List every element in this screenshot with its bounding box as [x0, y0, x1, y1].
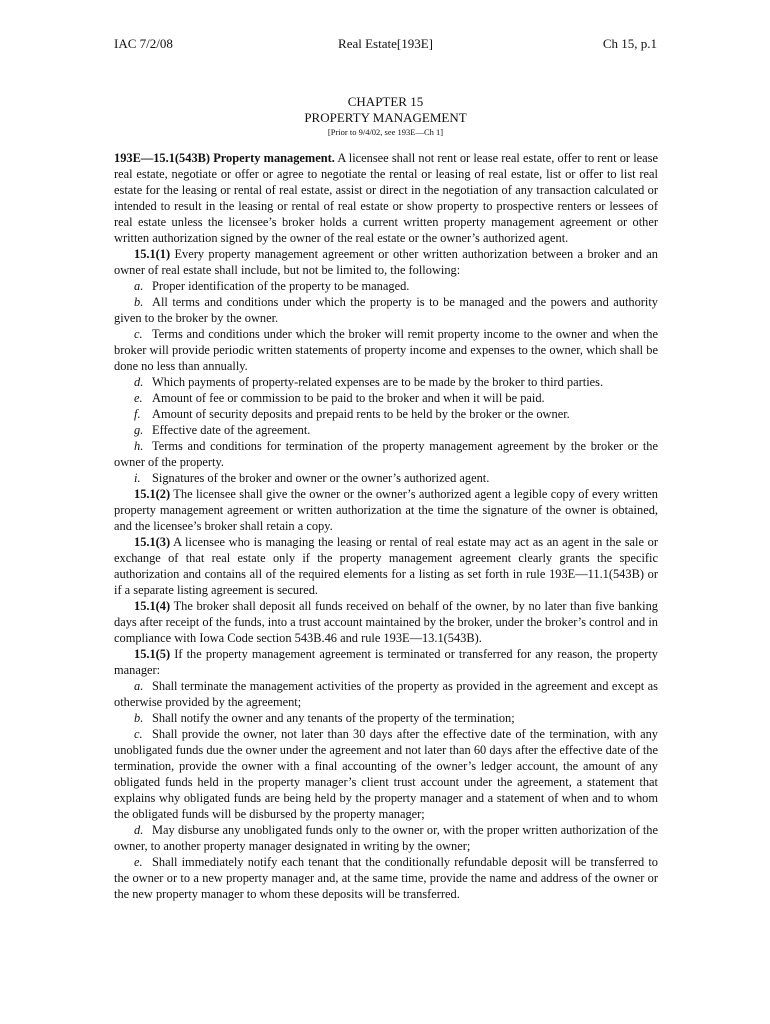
subrule-4-number: 15.1(4): [134, 599, 171, 613]
item-text: Amount of fee or commission to be paid to the broker and when it will be paid.: [152, 391, 545, 405]
item-text: Shall provide the owner, not later than 30 days after the effective date of the termination, with any unobligated funds due the owner under the agreement and not later than 60 days after the effective date of the termination, provide the owner with a final accounting of the owner’s ledger account, the amount of any obligated funds held in the property manager’s client trust account under the agreement, a statement that explains why obligated funds are being held by the property manager and a statement of when and to whom the obligated funds will be disbursed by the property manager;: [114, 727, 658, 821]
subrule-3-number: 15.1(3): [134, 535, 171, 549]
document-body: [114, 150, 658, 902]
list-item: [114, 710, 658, 726]
item-text: Terms and conditions for termination of the property management agreement by the broker or the owner of the property.: [114, 439, 658, 469]
chapter-prior-note: [Prior to 9/4/02, see 193E—Ch 1]: [327, 127, 444, 137]
item-letter: a.: [134, 279, 144, 293]
item-letter: i.: [134, 471, 141, 485]
list-item: [114, 326, 658, 374]
list-item: [114, 678, 658, 710]
list-item: [114, 390, 658, 406]
list-item: [114, 294, 658, 326]
item-text: Effective date of the agreement.: [152, 423, 311, 437]
list-item: [114, 726, 658, 822]
chapter-number: CHAPTER 15: [347, 94, 424, 109]
item-letter: f.: [134, 407, 141, 421]
item-letter: d.: [134, 823, 144, 837]
item-text: Shall notify the owner and any tenants of the property of the termination;: [152, 711, 515, 725]
item-letter: e.: [134, 391, 143, 405]
list-item: [114, 438, 658, 470]
item-letter: h.: [134, 439, 144, 453]
subrule-3-text: A licensee who is managing the leasing or rental of real estate may act as an agent in the sale or exchange of that real estate only if the property management agreement clearly grants the specific authorization and contains all of the required elements for a listing as set forth in rule 193E—11.1(543B) or if a separate listing agreement is secured.: [114, 535, 658, 597]
chapter-title: PROPERTY MANAGEMENT: [304, 110, 467, 125]
item-text: Amount of security deposits and prepaid rents to be held by the broker or the owner.: [152, 407, 570, 421]
subrule-1-number: 15.1(1): [134, 247, 171, 261]
list-item: [114, 374, 658, 390]
item-letter: d.: [134, 375, 144, 389]
item-letter: g.: [134, 423, 144, 437]
list-item: [114, 422, 658, 438]
item-text: Terms and conditions under which the broker will remit property income to the owner and when the broker will provide periodic written statements of property income and expenses to the owner, which shall be done no less than annually.: [114, 327, 658, 373]
item-letter: b.: [134, 711, 144, 725]
list-item: [114, 278, 658, 294]
item-text: May disburse any unobligated funds only to the owner or, with the proper written authorization of the owner, to another property manager designated in writing by the owner;: [114, 823, 658, 853]
item-text: Signatures of the broker and owner or the owner’s authorized agent.: [152, 471, 490, 485]
item-text: All terms and conditions under which the property is to be managed and the powers and authority given to the broker by the owner.: [114, 295, 658, 325]
header-date: IAC 7/2/08: [114, 36, 173, 51]
rule-text: A licensee shall not rent or lease real estate, offer to rent or lease real estate, negotiate or offer or agree to negotiate the rental or leasing of real estate, list or offer to list real estate for the leasing or rental of real estate, assist or direct in the negotiation of any transaction calculated or intended to result in the leasing or rental of real estate or show property to prospective renters or lessees of real estate unless the licensee’s broker holds a current written property management agreement or other written authorization signed by the owner of the real estate or the owner’s authorized agent.: [114, 151, 658, 245]
rule-heading: 193E—15.1(543B) Property management.: [114, 151, 335, 165]
subrule-3: [114, 534, 658, 598]
subrule-2: [114, 486, 658, 534]
item-text: Proper identification of the property to be managed.: [152, 279, 410, 293]
list-item: [114, 854, 658, 902]
subrule-2-number: 15.1(2): [134, 487, 171, 501]
subrule-2-text: The licensee shall give the owner or the owner’s authorized agent a legible copy of every written property management agreement or written authorization at the time the signature of the owner is obtained, and the licensee’s broker shall retain a copy.: [114, 487, 658, 533]
item-text: Shall immediately notify each tenant that the conditionally refundable deposit will be transferred to the owner or to a new property manager and, at the same time, provide the name and address of the owner or the new property manager to whom these deposits will be transferred.: [114, 855, 658, 901]
item-text: Shall terminate the management activities of the property as provided in the agreement and except as otherwise provided by the agreement;: [114, 679, 658, 709]
subrule-4-text: The broker shall deposit all funds received on behalf of the owner, by no later than five banking days after receipt of the funds, into a trust account maintained by the broker, under the broker’s control and in compliance with Iowa Code section 543B.46 and rule 193E—13.1(543B).: [114, 599, 658, 645]
subrule-5-number: 15.1(5): [134, 647, 171, 661]
page-header: [114, 36, 657, 52]
subrule-1: [114, 246, 658, 278]
item-letter: b.: [134, 295, 144, 309]
chapter-heading: [114, 94, 657, 138]
item-text: Which payments of property-related expenses are to be made by the broker to third parties.: [152, 375, 604, 389]
item-letter: a.: [134, 679, 144, 693]
header-page-number: Ch 15, p.1: [602, 36, 657, 51]
item-letter: c.: [134, 327, 143, 341]
subrule-4: [114, 598, 658, 646]
item-letter: c.: [134, 727, 143, 741]
item-letter: e.: [134, 855, 143, 869]
list-item: [114, 470, 658, 486]
subrule-5-text: If the property management agreement is terminated or transferred for any reason, the property manager:: [114, 647, 658, 677]
subrule-1-text: Every property management agreement or other written authorization between a broker and an owner of real estate shall include, but not be limited to, the following:: [114, 247, 658, 277]
subrule-5: [114, 646, 658, 678]
rule-paragraph: [114, 150, 658, 246]
header-title: Real Estate[193E]: [338, 36, 433, 51]
list-item: [114, 406, 658, 422]
list-item: [114, 822, 658, 854]
